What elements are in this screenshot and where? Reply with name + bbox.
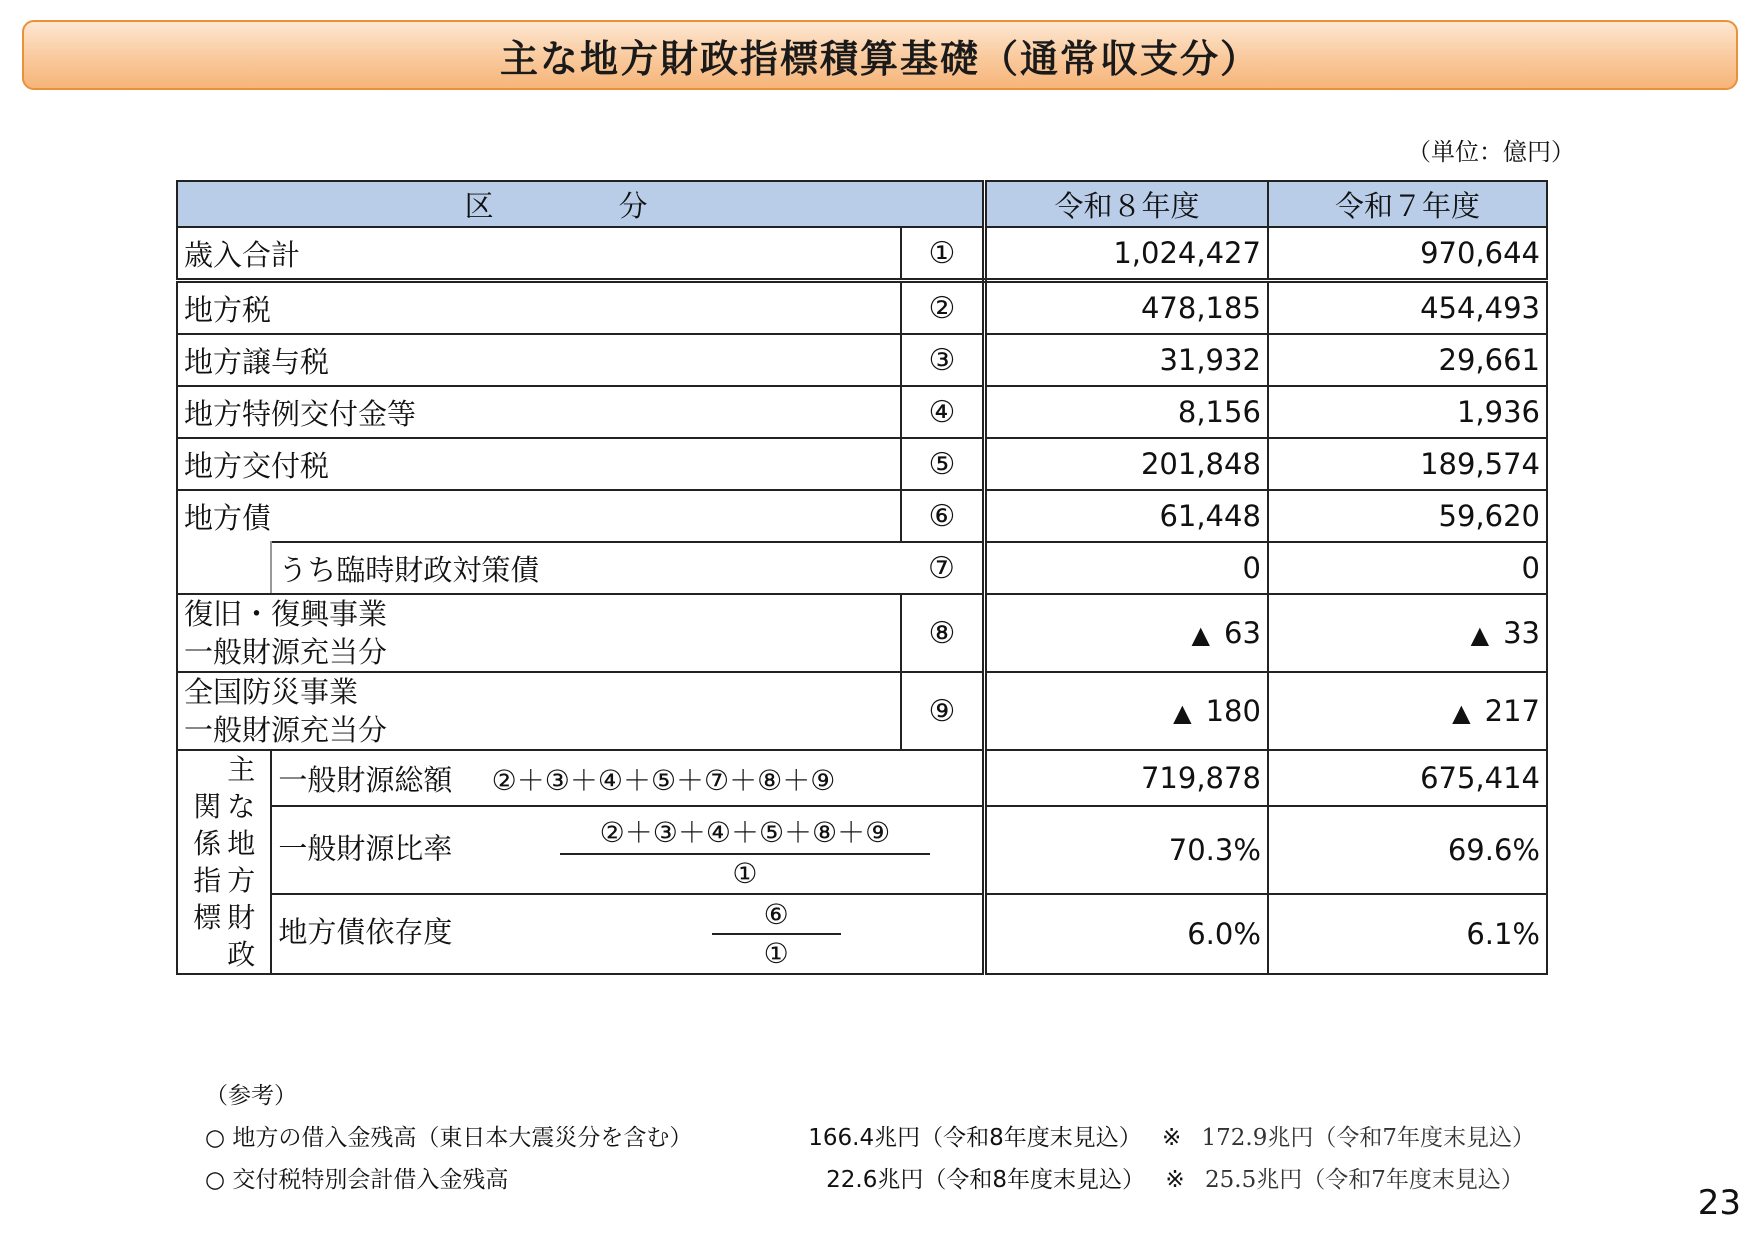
table-row	[177, 386, 1547, 438]
note-mark-icon: ※	[1161, 1125, 1182, 1151]
indicator-table	[176, 180, 1548, 975]
reference-item: ○ 地方の借入金残高（東日本大震災分を含む） 166.4兆円（令和8年度末見込） ※ 172.9兆円（令和7年度末見込）	[205, 1117, 1535, 1159]
row-value-fy2025: 29,661	[1268, 334, 1547, 386]
triangle-icon: ▲	[1452, 699, 1471, 727]
triangle-icon: ▲	[1173, 699, 1192, 727]
row-value-fy2026: 201,848	[985, 438, 1268, 490]
row-value-fy2026: 31,932	[985, 334, 1268, 386]
row-label: 地方税	[177, 281, 901, 335]
row-mark: ②	[901, 281, 985, 335]
row-value-fy2025: 454,493	[1268, 281, 1547, 335]
table-row	[177, 227, 1547, 281]
page-title: 主な地方財政指標積算基礎（通常収支分）	[499, 36, 1260, 81]
reference-block	[205, 1075, 1535, 1201]
reference-heading: （参考）	[205, 1083, 297, 1109]
title-banner	[22, 20, 1738, 90]
reference-value: 166.4兆円（令和8年度末見込）	[808, 1125, 1142, 1151]
row-value-fy2025: ▲ 33	[1268, 594, 1547, 672]
indicator-fraction: $\frac{\text{②＋③＋④＋⑤＋⑧＋⑨}}{\text{①}}$	[560, 811, 931, 890]
row-mark: ①	[901, 227, 985, 281]
row-value-fy2025: 59,620	[1268, 490, 1547, 542]
indicator-formula: ②＋③＋④＋⑤＋⑦＋⑧＋⑨	[491, 763, 836, 797]
indicator-label: 一般財源総額 ②＋③＋④＋⑤＋⑦＋⑧＋⑨	[271, 750, 984, 806]
indicator-value-fy2025: 69.6%	[1268, 806, 1547, 894]
row-value-fy2026: 1,024,427	[985, 227, 1268, 281]
circle-bullet-icon: ○	[205, 1125, 226, 1151]
row-value-fy2026: 0	[985, 542, 1268, 594]
indicator-value-fy2025: 675,414	[1268, 750, 1547, 806]
row-label: 地方交付税	[177, 438, 901, 490]
table-row	[177, 281, 1547, 335]
row-value-fy2025: 1,936	[1268, 386, 1547, 438]
indicator-label: 一般財源比率 $\frac{\text{②＋③＋④＋⑤＋⑧＋⑨}}{\text{①}}$	[271, 806, 984, 894]
row-mark: ⑨	[901, 672, 985, 750]
indicator-row	[177, 806, 1547, 894]
indicator-fraction: $\frac{\text{⑥}}{\text{①}}$	[712, 898, 841, 970]
indicator-value-fy2026: 70.3%	[985, 806, 1268, 894]
page-number: 23	[1697, 1183, 1741, 1223]
indicator-value-fy2025: 6.1%	[1268, 894, 1547, 974]
table-row	[177, 672, 1547, 750]
table-header-row	[177, 181, 1547, 227]
row-label: 地方譲与税	[177, 334, 901, 386]
row-mark: ⑥	[901, 490, 985, 542]
row-mark: ④	[901, 386, 985, 438]
reference-previous-value: 25.5兆円（令和7年度末見込）	[1205, 1167, 1524, 1193]
triangle-icon: ▲	[1191, 621, 1211, 649]
row-mark: ⑤	[901, 438, 985, 490]
row-value-fy2026: ▲ 180	[985, 672, 1268, 750]
row-value-fy2025: ▲ 217	[1268, 672, 1547, 750]
row-value-fy2026: 8,156	[985, 386, 1268, 438]
row-value-fy2025: 970,644	[1268, 227, 1547, 281]
table-row	[177, 334, 1547, 386]
triangle-icon: ▲	[1470, 621, 1490, 649]
reference-item: ○ 交付税特別会計借入金残高 22.6兆円（令和8年度末見込） ※ 25.5兆円（令和7年度末見込）	[205, 1159, 1535, 1201]
indicator-group-label: 主 な 地 方 財 政 関 係 指 標	[177, 750, 271, 974]
row-label: 復旧・復興事業 一般財源充当分	[177, 594, 901, 672]
row-label: 地方債	[177, 490, 901, 542]
indicator-value-fy2026: 719,878	[985, 750, 1268, 806]
header-category: 区 分	[177, 181, 985, 227]
table-row	[177, 594, 1547, 672]
table-row	[177, 490, 1547, 542]
row-mark: ⑦	[901, 542, 985, 594]
header-fy2025: 令和７年度	[1268, 181, 1547, 227]
row-value-fy2026: ▲ 63	[985, 594, 1268, 672]
unit-label: （単位：億円）	[1407, 138, 1575, 166]
row-value-fy2025: 0	[1268, 542, 1547, 594]
indicator-row	[177, 894, 1547, 974]
indicator-row	[177, 750, 1547, 806]
table-row	[177, 438, 1547, 490]
row-value-fy2026: 478,185	[985, 281, 1268, 335]
table-row	[177, 542, 1547, 594]
row-mark: ③	[901, 334, 985, 386]
circle-bullet-icon: ○	[205, 1167, 226, 1193]
indicator-label: 地方債依存度 $\frac{\text{⑥}}{\text{①}}$	[271, 894, 984, 974]
row-label: 歳入合計	[177, 227, 901, 281]
indicator-value-fy2026: 6.0%	[985, 894, 1268, 974]
row-label: 全国防災事業 一般財源充当分	[177, 672, 901, 750]
indent-spacer	[177, 542, 271, 594]
row-mark: ⑧	[901, 594, 985, 672]
row-value-fy2025: 189,574	[1268, 438, 1547, 490]
reference-value: 22.6兆円（令和8年度末見込）	[826, 1167, 1145, 1193]
row-label: うち臨時財政対策債	[271, 542, 900, 594]
reference-previous-value: 172.9兆円（令和7年度末見込）	[1201, 1125, 1535, 1151]
note-mark-icon: ※	[1165, 1167, 1185, 1193]
row-label: 地方特例交付金等	[177, 386, 901, 438]
row-value-fy2026: 61,448	[985, 490, 1268, 542]
header-fy2026: 令和８年度	[985, 181, 1268, 227]
